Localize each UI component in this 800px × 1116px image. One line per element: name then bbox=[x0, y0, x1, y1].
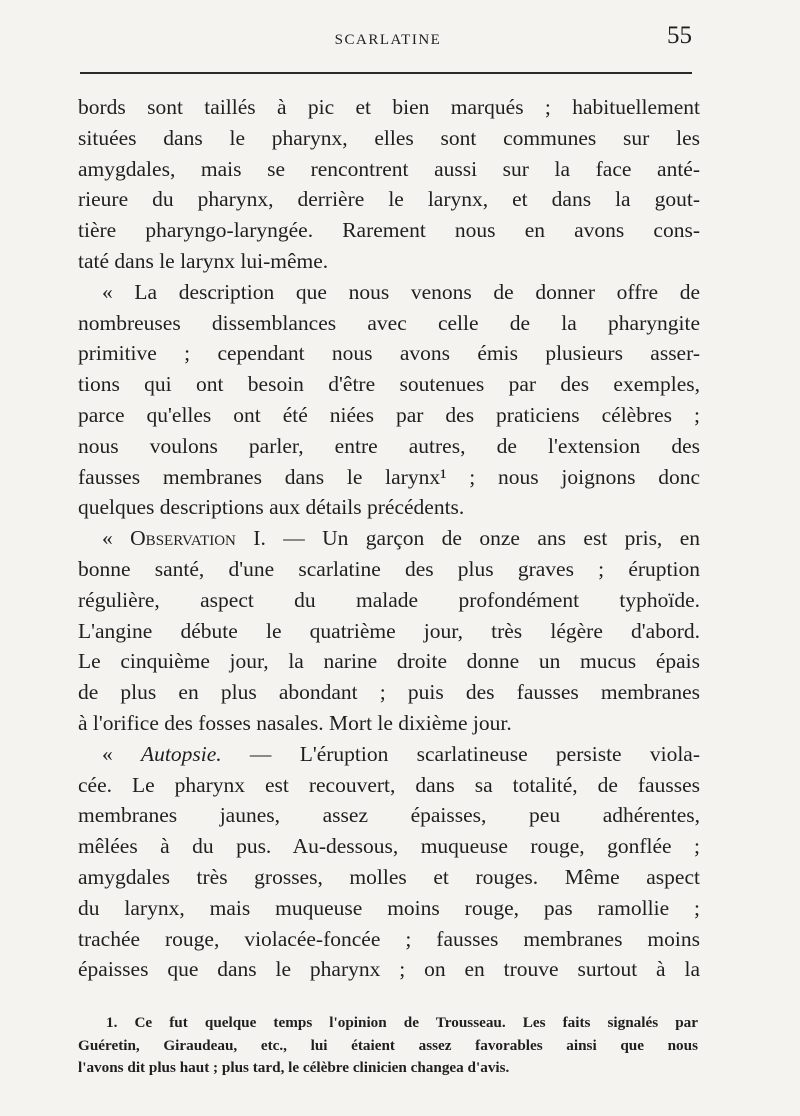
text-line: bonne santé, d'une scarlatine des plus graves ; éruption bbox=[78, 556, 700, 581]
text-line: L'angine débute le quatrième jour, très légère d'abord. bbox=[78, 618, 700, 643]
text-line: de plus en plus abondant ; puis des fausses membranes bbox=[78, 680, 700, 705]
text-line: parce qu'elles ont été niées par des praticiens célèbres ; bbox=[78, 402, 700, 427]
text-line: nous voulons parler, entre autres, de l'extension des bbox=[78, 433, 700, 458]
page-number: 55 bbox=[667, 22, 692, 49]
text-line: rieure du pharynx, derrière le larynx, et dans la gout- bbox=[78, 187, 700, 212]
text-line: situées dans le pharynx, elles sont communes sur les bbox=[78, 125, 700, 150]
footnote-line: l'avons dit plus haut ; plus tard, le célèbre clinicien changea d'avis. bbox=[78, 1059, 510, 1076]
text-line: fausses membranes dans le larynx¹ ; nous joignons donc bbox=[78, 464, 700, 489]
footnotes bbox=[78, 1012, 698, 1080]
text-line: cée. Le pharynx est recouvert, dans sa totalité, de fausses bbox=[78, 772, 700, 797]
text-line: tière pharyngo-laryngée. Rarement nous en avons cons- bbox=[78, 218, 700, 243]
text-line: amygdales, mais se rencontrent aussi sur la face anté- bbox=[78, 156, 700, 181]
text-line: tions qui ont besoin d'être soutenues par des exemples, bbox=[78, 372, 700, 397]
autopsie-heading: Autopsie. bbox=[141, 741, 222, 766]
text-line: trachée rouge, violacée-foncée ; fausses membranes moins bbox=[78, 926, 700, 951]
footnote-line: 1. Ce fut quelque temps l'opinion de Trousseau. Les faits signalés par bbox=[106, 1014, 698, 1031]
text-line: quelques descriptions aux détails précédents. bbox=[78, 495, 465, 520]
text-line: amygdales très grosses, molles et rouges. Même aspect bbox=[78, 864, 700, 889]
text-segment: — L'éruption scarlatineuse persiste viola- bbox=[221, 741, 700, 766]
text-line: Le cinquième jour, la narine droite donne un mucus épais bbox=[78, 649, 700, 674]
text-line: à l'orifice des fosses nasales. Mort le dixième jour. bbox=[78, 710, 512, 735]
text-line: épaisses que dans le pharynx ; on en trouve surtout à la bbox=[78, 957, 700, 982]
text-line: régulière, aspect du malade profondément typhoïde. bbox=[78, 587, 700, 612]
observation-heading: Observation bbox=[130, 526, 236, 551]
running-header bbox=[80, 22, 696, 62]
text-line: membranes jaunes, assez épaisses, peu adhérentes, bbox=[78, 803, 700, 828]
running-title: SCARLATINE bbox=[334, 32, 442, 48]
text-line: nombreuses dissemblances avec celle de la pharyngite bbox=[78, 310, 700, 335]
text-line: bords sont taillés à pic et bien marqués ; habituellement bbox=[78, 95, 700, 119]
header-rule bbox=[80, 72, 692, 74]
text-line: du larynx, mais muqueuse moins rouge, pas ramollie ; bbox=[78, 895, 700, 920]
text-line-autopsie bbox=[78, 739, 700, 770]
text-segment: I. — Un garçon de onze ans est pris, en bbox=[235, 526, 700, 551]
text-line: primitive ; cependant nous avons émis plusieurs asser- bbox=[78, 341, 700, 366]
body-text bbox=[78, 92, 700, 985]
text-segment: « bbox=[102, 526, 131, 551]
text-line-observation bbox=[78, 523, 700, 554]
text-line: taté dans le larynx lui-même. bbox=[78, 248, 329, 273]
footnote-line: Guéretin, Giraudeau, etc., lui étaient assez favorables ainsi que nous bbox=[78, 1036, 698, 1054]
text-segment: « bbox=[102, 741, 142, 766]
text-line: « La description que nous venons de donner offre de bbox=[102, 279, 700, 304]
text-line: mêlées à du pus. Au-dessous, muqueuse rouge, gonflée ; bbox=[78, 834, 700, 859]
